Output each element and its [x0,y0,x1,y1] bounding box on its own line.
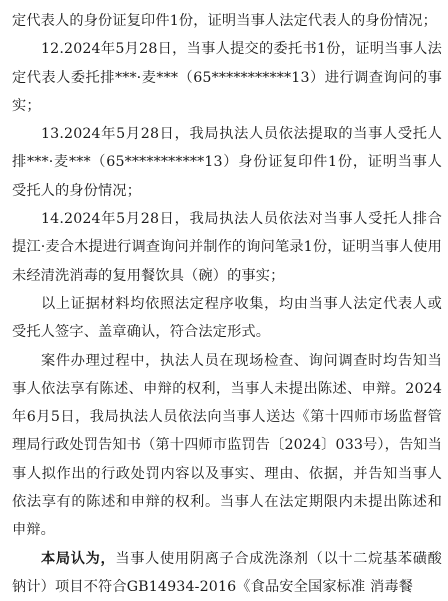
paragraph-evidence-14: 14.2024年5月28日，我局执法人员依法对当事人受托人排合提江·麦合木提进行调查询问并制作的询问笔录1份，证明当事人使用未经清洗消毒的复用餐饮具（碗）的事实； [12,211,442,284]
paragraph-continued-11: 定代表人的身份证复印件1份，证明当事人法定代表人的身份情况； [12,13,437,29]
conclusion-lead: 本局认为， [41,550,116,567]
conclusion-text: 当事人使用阴离子合成洗涤剂（以十二烷基苯磺酸钠计）项目不符合GB14934-2016《食品安全国家标准 消毒餐 [12,550,442,595]
paragraph-evidence-12: 12.2024年5月28日，当事人提交的委托书1份，证明当事人法定代表人委托排***·麦***（65***********13）进行调查询问的事实； [12,41,442,114]
paragraph-evidence-summary: 以上证据材料均依照法定程序收集，均由当事人法定代表人或受托人签字、盖章确认，符合法定形式。 [12,295,442,341]
paragraph-process: 案件办理过程中，执法人员在现场检查、询问调查时均告知当事人依法享有陈述、申辩的权利，当事人未提出陈述、申辩。2024年6月5日，我局执法人员依法向当事人送达《第十四师市场监督管理局行政处罚告知书（第十四师市监罚告〔2024〕033号），告知当事人拟作出的行政处罚内容以及事实、理由、依据，并告知当事人依法享有的陈述和申辩的权利。当事人在法定期限内未提出陈述和申辩。 [12,352,442,539]
paragraph-evidence-13: 13.2024年5月28日，我局执法人员依法提取的当事人受托人排***·麦***（65***********13）身份证复印件1份，证明当事人受托人的身份情况； [12,126,442,199]
paragraph-conclusion [12,545,442,601]
